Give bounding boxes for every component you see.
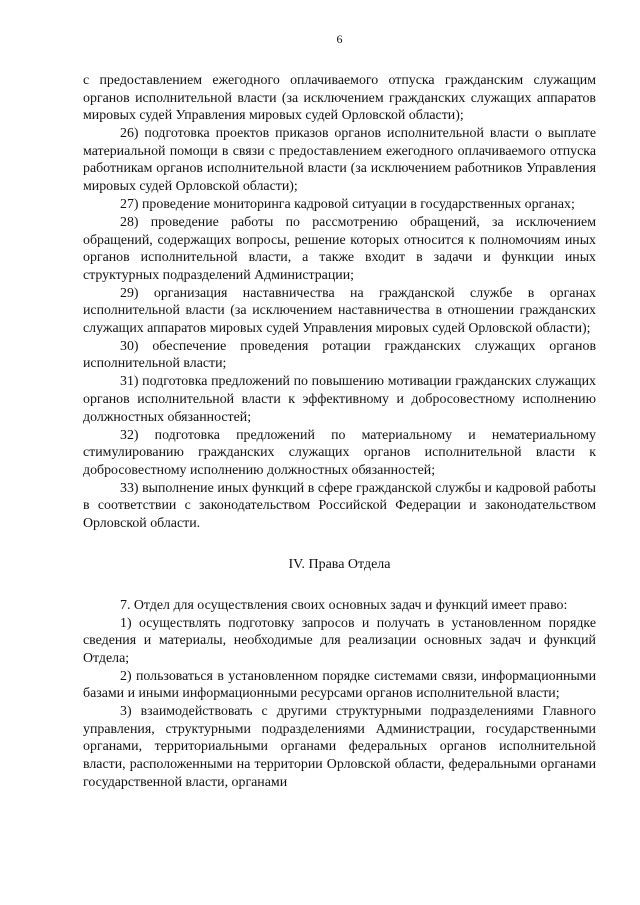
section-heading: IV. Права Отдела	[288, 556, 391, 572]
paragraph-7: 7. Отдел для осуществления своих основных задач и функций имеет право:	[120, 597, 568, 613]
paragraph-31: 31) подготовка предложений по повышению мотивации гражданских служащих органов исполнительной власти к эффективному и добросовестному исполнению должностных обязанностей;	[83, 374, 596, 425]
paragraphs-before	[83, 72, 596, 533]
paragraph-29: 29) организация наставничества на гражданской службе в органах исполнительной власти (за исключением наставничества в отношении гражданских служащих аппаратов мировых судей Управления мировых судей Орловской области);	[83, 285, 596, 336]
paragraph-32: 32) подготовка предложений по материальному и нематериальному стимулированию гражданских служащих органов исполнительной власти к добросовестному исполнению должностных обязанностей;	[83, 427, 596, 478]
paragraph-33: 33) выполнение иных функций в сфере гражданской службы и кадровой работы в соответствии с законодательством Российской Федерации и законодательством Орловской области.	[83, 480, 596, 531]
paragraph-30: 30) обеспечение проведения ротации гражданских служащих органов исполнительной власти;	[83, 338, 596, 372]
paragraph-28: 28) проведение работы по рассмотрению обращений, за исключением обращений, содержащих вопросы, решение которых относится к полномочиям иных органов исполнительной власти, а также входит в задачи и функции иных структурных подразделений Администрации;	[83, 214, 596, 283]
page-number: 6	[336, 32, 343, 46]
paragraph-7-2: 2) пользоваться в установленном порядке системами связи, информационными базами и иными информационными ресурсами органов исполнительной власти;	[83, 668, 596, 702]
paragraph-7-1: 1) осуществлять подготовку запросов и получать в установленном порядке сведения и материалы, необходимые для реализации основных задач и функций Отдела;	[83, 615, 596, 666]
paragraphs-after	[83, 597, 596, 792]
paragraph-7-3: 3) взаимодействовать с другими структурными подразделениями Главного управления, структурными подразделениями Администрации, государственными органами, территориальными органами федеральных органов исполнительной власти, расположенными на территории Орловской области, федеральными органами государственной власти, органами	[83, 704, 596, 790]
paragraph-27: 27) проведение мониторинга кадровой ситуации в государственных органах;	[120, 196, 575, 212]
paragraph-26: 26) подготовка проектов приказов органов исполнительной власти о выплате материальной помощи в связи с предоставлением ежегодного оплачиваемого отпуска работникам органов исполнительной власти (за исключением работников Управления мировых судей Орловской области);	[83, 126, 596, 194]
paragraph-0: с предоставлением ежегодного оплачиваемого отпуска гражданским служащим органов исполнительной власти (за исключением гражданских служащих аппаратов мировых судей Управления мировых судей Орловской области);	[83, 73, 596, 124]
